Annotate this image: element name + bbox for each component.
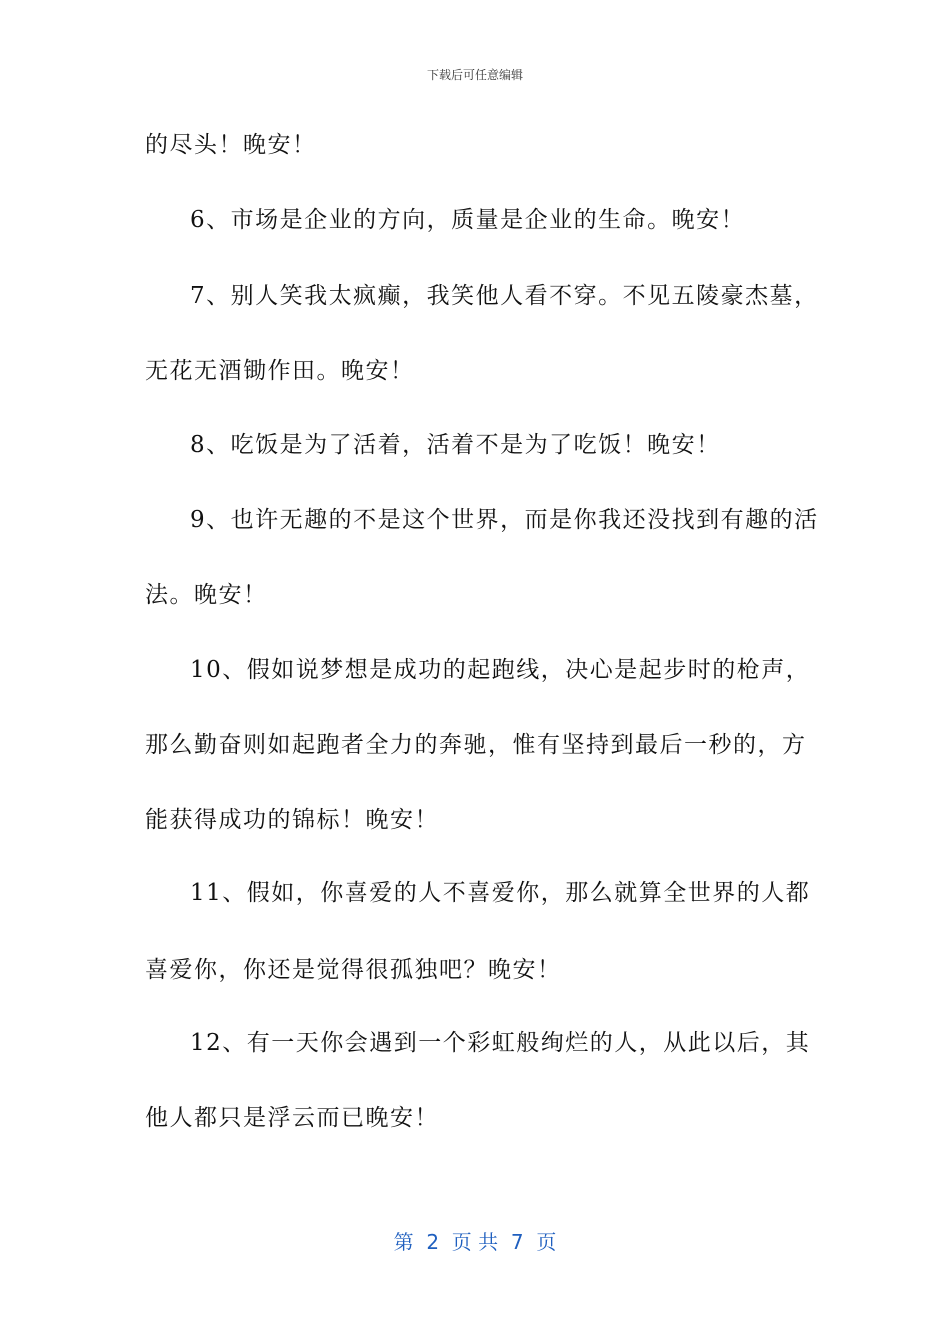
text-line-6: 9、也许无趣的不是这个世界，而是你我还没找到有趣的活 xyxy=(190,507,819,533)
text-line-10: 能获得成功的锦标！晚安！ xyxy=(145,807,439,833)
page-number-footer: 第 2 页 共 7 页 xyxy=(393,1230,557,1254)
text-line-14: 他人都只是浮云而已晚安！ xyxy=(145,1105,439,1131)
text-line-4: 无花无酒锄作田。晚安！ xyxy=(145,358,415,384)
page-header-note: 下载后可任意编辑 xyxy=(426,68,523,82)
text-line-3: 7、别人笑我太疯癫，我笑他人看不穿。不见五陵豪杰墓， xyxy=(190,283,819,309)
text-line-13: 12、有一天你会遇到一个彩虹般绚烂的人，从此以后，其 xyxy=(190,1030,811,1056)
text-line-1: 的尽头！晚安！ xyxy=(145,132,317,158)
text-line-2: 6、市场是企业的方向，质量是企业的生命。晚安！ xyxy=(190,207,746,233)
text-line-8: 10、假如说梦想是成功的起跑线，决心是起步时的枪声， xyxy=(190,657,811,683)
text-line-9: 那么勤奋则如起跑者全力的奔驰，惟有坚持到最后一秒的，方 xyxy=(145,732,807,758)
text-line-7: 法。晚安！ xyxy=(145,582,268,608)
text-line-11: 11、假如，你喜爱的人不喜爱你，那么就算全世界的人都 xyxy=(190,880,811,906)
text-line-5: 8、吃饭是为了活着，活着不是为了吃饭！晚安！ xyxy=(190,432,721,458)
text-line-12: 喜爱你，你还是觉得很孤独吧？晚安！ xyxy=(145,957,562,983)
